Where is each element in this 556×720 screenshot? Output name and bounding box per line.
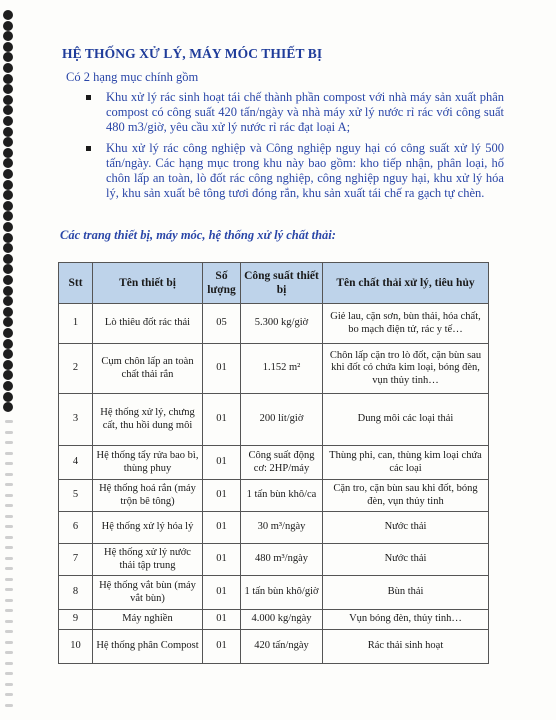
binding-hole-icon: [5, 651, 13, 654]
table-row: [59, 344, 489, 394]
binding-hole-icon: [5, 683, 13, 686]
header-name: Tên thiết bị: [93, 263, 203, 304]
section-subtitle: Các trang thiết bị, máy móc, hệ thống xử lý chất thải:: [60, 228, 336, 242]
cell-name: Hệ thống vắt bùn (máy vắt bùn): [93, 576, 203, 610]
binding-hole-icon: [3, 180, 13, 190]
cell-capacity: 480 m³/ngày: [241, 544, 323, 576]
binding-hole-icon: [3, 275, 13, 285]
cell-waste: Chôn lấp cặn tro lò đốt, cặn bùn sau khi đốt có chứa kim loại, bóng đèn, vụn thủy tinh…: [323, 344, 489, 394]
intro-text: Có 2 hạng mục chính gồm: [66, 70, 199, 84]
binding-hole-icon: [3, 222, 13, 232]
cell-capacity: 420 tấn/ngày: [241, 630, 323, 664]
binding-hole-icon: [5, 494, 13, 497]
table-row: [59, 576, 489, 610]
binding-hole-icon: [3, 127, 13, 137]
cell-capacity: 1 tấn bùn khô/giờ: [241, 576, 323, 610]
binding-hole-icon: [3, 52, 13, 62]
table-header-row: [59, 263, 489, 304]
binding-hole-icon: [3, 158, 13, 168]
binding-hole-icon: [5, 420, 13, 423]
binding-hole-icon: [3, 42, 13, 52]
cell-stt: 6: [59, 512, 93, 544]
binding-hole-icon: [5, 672, 13, 675]
spiral-binding: [2, 10, 16, 710]
binding-hole-icon: [3, 169, 13, 179]
table-row: [59, 304, 489, 344]
cell-capacity: 200 lít/giờ: [241, 394, 323, 446]
binding-hole-icon: [3, 392, 13, 402]
binding-hole-icon: [3, 95, 13, 105]
binding-hole-icon: [3, 243, 13, 253]
binding-hole-icon: [3, 233, 13, 243]
header-capacity: Công suất thiết bị: [241, 263, 323, 304]
binding-hole-icon: [3, 211, 13, 221]
cell-capacity: 4.000 kg/ngày: [241, 610, 323, 630]
binding-hole-icon: [5, 452, 13, 455]
binding-hole-icon: [5, 462, 13, 465]
binding-hole-icon: [5, 567, 13, 570]
cell-name: Hệ thống xử lý nước thải tập trung: [93, 544, 203, 576]
cell-stt: 3: [59, 394, 93, 446]
binding-hole-icon: [3, 84, 13, 94]
cell-qty: 01: [203, 576, 241, 610]
cell-name: Hệ thống xử lý hóa lý: [93, 512, 203, 544]
cell-qty: 01: [203, 610, 241, 630]
cell-name: Hệ thống xử lý, chưng cất, thu hồi dung môi: [93, 394, 203, 446]
cell-capacity: 1.152 m²: [241, 344, 323, 394]
binding-hole-icon: [5, 515, 13, 518]
header-qty: Số lượng: [203, 263, 241, 304]
cell-name: Hệ thống phân Compost: [93, 630, 203, 664]
cell-stt: 4: [59, 446, 93, 480]
cell-name: Máy nghiền: [93, 610, 203, 630]
cell-stt: 1: [59, 304, 93, 344]
binding-hole-icon: [5, 525, 13, 528]
cell-waste: Giẻ lau, cặn sơn, bùn thải, hóa chất, bo mạch điện tử, rác y tế…: [323, 304, 489, 344]
cell-qty: 05: [203, 304, 241, 344]
binding-hole-icon: [3, 21, 13, 31]
cell-name: Cụm chôn lấp an toàn chất thải rắn: [93, 344, 203, 394]
cell-waste: Thùng phi, can, thùng kim loại chứa các loại: [323, 446, 489, 480]
bullet-item: Khu xử lý rác công nghiệp và Công nghiệp nguy hại có công suất xử lý 500 tấn/ngày. Các hạng mục trong khu này bao gồm: kho tiếp nhận, phân loại, hố chôn lấp an toàn, lò đốt rác công nghiệp, công nghiệp nguy hại, khu xử lý hóa lý, khu sản xuất bê tông tươi đóng rắn, khu sản xuất tái chế ra gạch tự chèn.: [84, 141, 504, 201]
cell-waste: Cặn tro, cặn bùn sau khi đốt, bóng đèn, vụn thủy tinh: [323, 480, 489, 512]
binding-hole-icon: [5, 441, 13, 444]
cell-name: Lò thiêu đốt rác thải: [93, 304, 203, 344]
binding-hole-icon: [3, 63, 13, 73]
cell-name: Hệ thống tẩy rửa bao bì, thùng phuy: [93, 446, 203, 480]
binding-hole-icon: [5, 620, 13, 623]
binding-hole-icon: [5, 704, 13, 707]
binding-hole-icon: [5, 483, 13, 486]
cell-name: Hệ thống hoá rắn (máy trộn bê tông): [93, 480, 203, 512]
binding-hole-icon: [3, 381, 13, 391]
binding-hole-icon: [3, 328, 13, 338]
binding-hole-icon: [5, 578, 13, 581]
binding-hole-icon: [3, 31, 13, 41]
bullet-item: Khu xử lý rác sinh hoạt tái chế thành phần compost với nhà máy sản xuất phân compost có công suất 420 tấn/ngày và nhà máy xử lý nước rỉ rác với công suất 480 m3/giờ, yêu cầu xử lý nước rỉ rác đạt loại A;: [84, 90, 504, 135]
cell-stt: 5: [59, 480, 93, 512]
binding-hole-icon: [3, 105, 13, 115]
binding-hole-icon: [3, 10, 13, 20]
bullet-list: [84, 90, 504, 207]
binding-hole-icon: [3, 339, 13, 349]
cell-capacity: 30 m³/ngày: [241, 512, 323, 544]
cell-capacity: 5.300 kg/giờ: [241, 304, 323, 344]
square-bullet-icon: [86, 146, 91, 151]
binding-hole-icon: [5, 536, 13, 539]
cell-waste: Bùn thải: [323, 576, 489, 610]
table-row: [59, 610, 489, 630]
header-waste: Tên chất thải xử lý, tiêu hủy: [323, 263, 489, 304]
cell-waste: Dung môi các loại thải: [323, 394, 489, 446]
cell-qty: 01: [203, 512, 241, 544]
binding-hole-icon: [3, 201, 13, 211]
cell-qty: 01: [203, 630, 241, 664]
cell-qty: 01: [203, 394, 241, 446]
binding-hole-icon: [3, 190, 13, 200]
binding-hole-icon: [3, 286, 13, 296]
binding-hole-icon: [3, 148, 13, 158]
binding-hole-icon: [3, 402, 13, 412]
cell-qty: 01: [203, 344, 241, 394]
binding-hole-icon: [3, 349, 13, 359]
cell-qty: 01: [203, 480, 241, 512]
binding-hole-icon: [5, 641, 13, 644]
binding-hole-icon: [3, 254, 13, 264]
table-row: [59, 446, 489, 480]
cell-capacity: 1 tấn bùn khô/ca: [241, 480, 323, 512]
binding-hole-icon: [5, 609, 13, 612]
cell-waste: Nước thải: [323, 544, 489, 576]
binding-hole-icon: [5, 557, 13, 560]
cell-waste: Vụn bóng đèn, thủy tinh…: [323, 610, 489, 630]
equipment-table: [58, 262, 489, 664]
cell-qty: 01: [203, 446, 241, 480]
cell-stt: 9: [59, 610, 93, 630]
binding-hole-icon: [5, 546, 13, 549]
header-stt: Stt: [59, 263, 93, 304]
binding-hole-icon: [3, 116, 13, 126]
binding-hole-icon: [5, 630, 13, 633]
table-row: [59, 394, 489, 446]
binding-hole-icon: [3, 317, 13, 327]
table-row: [59, 480, 489, 512]
binding-hole-icon: [5, 431, 13, 434]
binding-hole-icon: [3, 137, 13, 147]
cell-stt: 10: [59, 630, 93, 664]
binding-hole-icon: [3, 74, 13, 84]
cell-waste: Nước thải: [323, 512, 489, 544]
cell-waste: Rác thải sinh hoạt: [323, 630, 489, 664]
cell-stt: 2: [59, 344, 93, 394]
binding-hole-icon: [5, 693, 13, 696]
binding-hole-icon: [3, 360, 13, 370]
binding-hole-icon: [5, 473, 13, 476]
table-row: [59, 630, 489, 664]
page-title: HỆ THỐNG XỬ LÝ, MÁY MÓC THIẾT BỊ: [62, 46, 323, 61]
binding-hole-icon: [5, 599, 13, 602]
cell-qty: 01: [203, 544, 241, 576]
table-row: [59, 512, 489, 544]
binding-hole-icon: [5, 662, 13, 665]
binding-hole-icon: [3, 296, 13, 306]
cell-stt: 7: [59, 544, 93, 576]
binding-hole-icon: [3, 307, 13, 317]
cell-capacity: Công suất động cơ: 2HP/máy: [241, 446, 323, 480]
binding-hole-icon: [3, 264, 13, 274]
table-row: [59, 544, 489, 576]
binding-hole-icon: [5, 504, 13, 507]
binding-hole-icon: [5, 588, 13, 591]
cell-stt: 8: [59, 576, 93, 610]
binding-hole-icon: [3, 370, 13, 380]
square-bullet-icon: [86, 95, 91, 100]
